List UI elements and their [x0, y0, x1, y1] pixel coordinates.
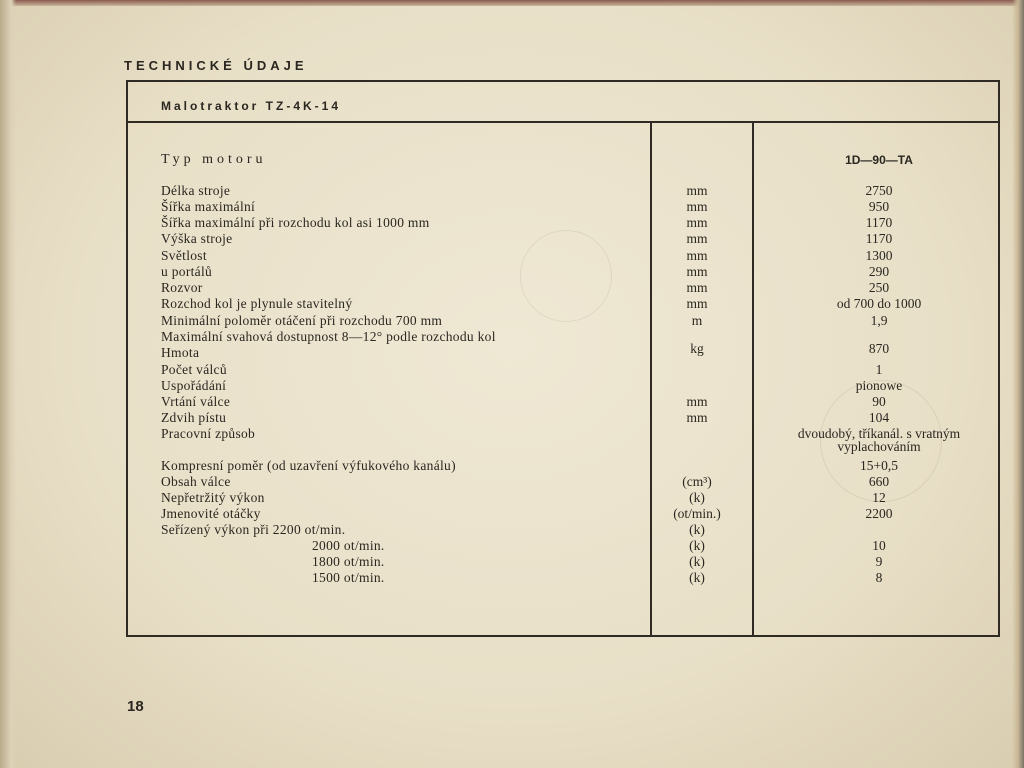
spec-row — [161, 313, 1000, 329]
spec-label: u portálů — [161, 264, 213, 279]
spec-row — [161, 296, 1000, 312]
working-method-continuation: vyplachováním — [837, 439, 921, 454]
spec-unit: mm — [686, 410, 708, 425]
spec-label: Šířka maximální při rozchodu kol asi 1000 mm — [161, 215, 430, 230]
spec-row — [161, 522, 1000, 538]
spec-unit: (k) — [689, 554, 705, 569]
spec-unit: mm — [686, 296, 708, 311]
spec-label: Kompresní poměr (od uzavření výfukového kanálu) — [161, 458, 456, 473]
spec-label: Délka stroje — [161, 183, 231, 198]
spec-value: 10 — [872, 538, 886, 553]
spec-unit: (k) — [689, 522, 705, 537]
spec-row — [161, 458, 1000, 474]
spec-label: Světlost — [161, 248, 207, 263]
engine-type-value: 1D—90—TA — [845, 153, 913, 167]
spec-row — [161, 474, 1000, 490]
spec-row — [161, 506, 1000, 522]
page-heading: TECHNICKÉ ÚDAJE — [124, 58, 308, 73]
spec-value: pionowe — [855, 378, 903, 393]
spec-value: 9 — [875, 554, 883, 569]
spec-row — [161, 490, 1000, 506]
spec-label: Výška stroje — [161, 231, 233, 246]
engine-type-row — [161, 152, 1000, 168]
spec-unit: mm — [686, 264, 708, 279]
page-left-curl — [0, 0, 16, 768]
spec-row — [161, 362, 1000, 378]
spec-value: 2200 — [865, 506, 893, 521]
engine-type-label: Typ motoru — [161, 152, 267, 167]
spec-label: 1800 ot/min. — [312, 554, 385, 569]
spec-label: Pracovní způsob — [161, 426, 256, 441]
spec-row — [161, 410, 1000, 426]
spec-label: 1500 ot/min. — [312, 570, 385, 585]
spec-unit: kg — [690, 341, 704, 356]
spec-value: 250 — [868, 280, 890, 295]
spec-value: 950 — [868, 199, 890, 214]
spec-label: Obsah válce — [161, 474, 231, 489]
spec-row — [161, 215, 1000, 231]
spec-value: 2750 — [865, 183, 893, 198]
spec-row — [161, 280, 1000, 296]
spec-label: 2000 ot/min. — [312, 538, 385, 553]
page-right-edge — [1012, 0, 1024, 768]
spec-label: Jmenovité otáčky — [161, 506, 261, 521]
spec-unit: m — [691, 313, 703, 328]
page-top-edge — [0, 0, 1024, 6]
spec-value: od 700 do 1000 — [836, 296, 922, 311]
subtitle-divider — [128, 121, 998, 123]
spec-label: Počet válců — [161, 362, 227, 377]
spec-row — [161, 248, 1000, 264]
spec-label: Nepřetržitý výkon — [161, 490, 265, 505]
spec-label: Hmota — [161, 345, 200, 360]
spec-row — [161, 394, 1000, 410]
spec-value: 104 — [868, 410, 890, 425]
page-number: 18 — [127, 698, 144, 715]
spec-unit: mm — [686, 183, 708, 198]
spec-row — [161, 538, 1000, 554]
spec-unit: (cm³) — [682, 474, 712, 489]
spec-label: Zdvih pístu — [161, 410, 227, 425]
spec-unit: mm — [686, 215, 708, 230]
spec-unit: mm — [686, 199, 708, 214]
spec-value: 290 — [868, 264, 890, 279]
spec-value: dvoudobý, tříkanál. s vratným — [797, 426, 961, 441]
spec-value: 660 — [868, 474, 890, 489]
spec-unit: mm — [686, 394, 708, 409]
spec-unit: (k) — [689, 538, 705, 553]
spec-label: Minimální poloměr otáčení při rozchodu 700 mm — [161, 313, 443, 328]
spec-label: Šířka maximální — [161, 199, 256, 214]
spec-value: 1170 — [865, 215, 893, 230]
spec-unit: (k) — [689, 490, 705, 505]
spec-row — [161, 378, 1000, 394]
spec-value: 1300 — [865, 248, 893, 263]
spec-value: 1,9 — [870, 313, 888, 328]
spec-row — [161, 199, 1000, 215]
spec-label: Vrtání válce — [161, 394, 231, 409]
spec-unit: mm — [686, 231, 708, 246]
spec-label: Uspořádání — [161, 378, 227, 393]
spec-value: 1 — [875, 362, 883, 377]
spec-row — [161, 570, 1000, 586]
spec-row — [161, 231, 1000, 247]
spec-row — [161, 341, 1000, 361]
spec-unit: (k) — [689, 570, 705, 585]
spec-unit: (ot/min.) — [673, 506, 721, 521]
spec-label: Rozchod kol je plynule stavitelný — [161, 296, 353, 311]
spec-unit: mm — [686, 248, 708, 263]
spec-label: Maximální svahová dostupnost 8—12° podle rozchodu kol — [161, 329, 496, 344]
spec-row — [161, 554, 1000, 570]
spec-row — [161, 264, 1000, 280]
spec-row — [161, 183, 1000, 199]
spec-value: 1170 — [865, 231, 893, 246]
spec-value: 12 — [872, 490, 886, 505]
spec-unit: mm — [686, 280, 708, 295]
spec-value: 870 — [868, 341, 890, 356]
spec-label: Seřízený výkon při 2200 ot/min. — [161, 522, 346, 537]
table-subtitle: Malotraktor TZ-4K-14 — [161, 99, 342, 113]
spec-value: 15+0,5 — [860, 458, 898, 473]
spec-value: 8 — [875, 570, 883, 585]
spec-value: 90 — [872, 394, 886, 409]
spec-label: Rozvor — [161, 280, 203, 295]
